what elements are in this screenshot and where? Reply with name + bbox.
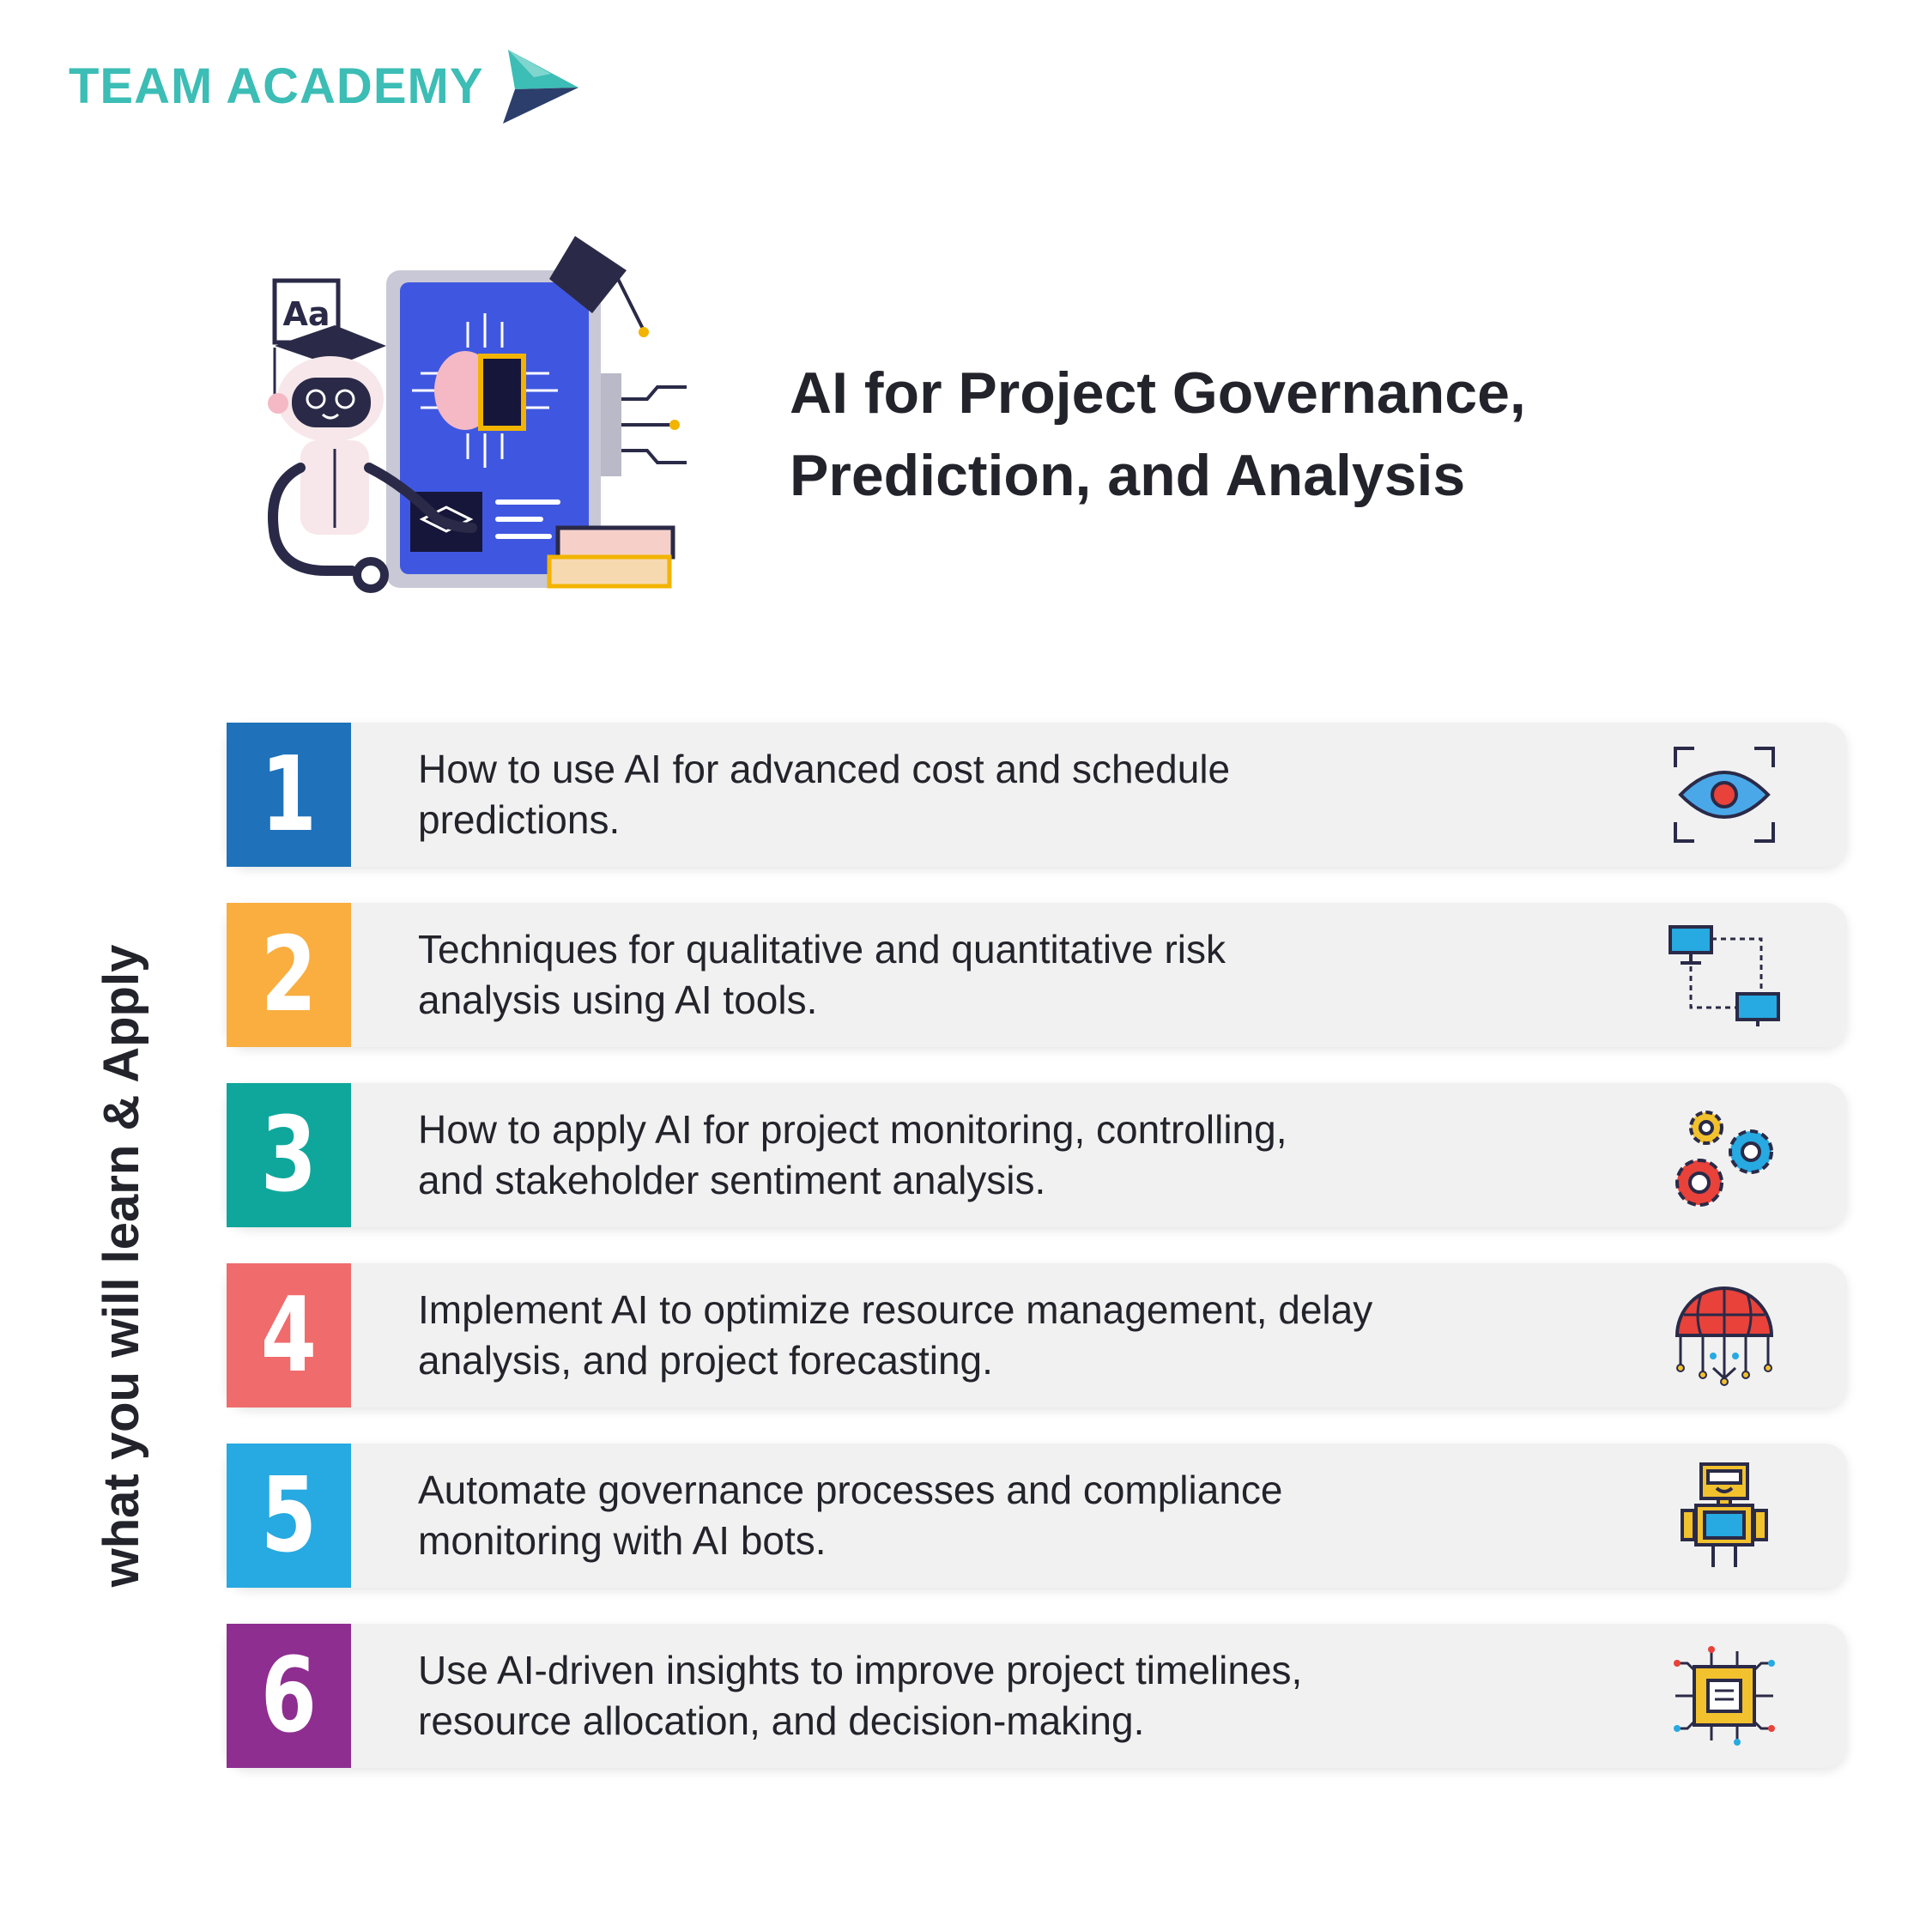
item-text: Automate governance processes and compliance monitoring with AI bots. xyxy=(418,1468,1283,1563)
gears-icon xyxy=(1669,1102,1780,1208)
number-badge xyxy=(227,1444,351,1588)
item-text: How to apply AI for project monitoring, controlling, and stakeholder sentiment analysis. xyxy=(418,1107,1287,1202)
item-text: Implement AI to optimize resource management, delay analysis, and project forecasting. xyxy=(418,1287,1373,1383)
number-badge xyxy=(227,1083,351,1227)
number-badge xyxy=(227,723,351,867)
list-item xyxy=(227,1624,1849,1768)
item-number: 2 xyxy=(260,915,318,1035)
brand-name: TEAM ACADEMY xyxy=(69,58,484,114)
arrow-chevron-icon xyxy=(500,45,585,127)
item-text: How to use AI for advanced cost and schedule predictions. xyxy=(418,747,1231,842)
list-item xyxy=(227,1083,1849,1227)
brand-logo xyxy=(69,45,585,127)
number-badge xyxy=(227,903,351,1047)
title-line1: AI for Project Governance, xyxy=(790,360,1526,426)
item-number: 1 xyxy=(260,735,318,855)
robot-icon xyxy=(1669,1462,1780,1569)
title-line2: Prediction, and Analysis xyxy=(790,443,1466,508)
list-item xyxy=(227,1444,1849,1588)
badge-text: Aa xyxy=(282,295,330,333)
item-text: Use AI-driven insights to improve project timelines, resource allocation, and decision-making. xyxy=(418,1648,1303,1743)
eye-scan-icon xyxy=(1669,742,1780,848)
item-number: 4 xyxy=(260,1275,318,1395)
item-number: 6 xyxy=(260,1636,318,1756)
chip-icon xyxy=(1669,1643,1780,1749)
item-number: 5 xyxy=(260,1456,318,1576)
number-badge xyxy=(227,1263,351,1407)
list-item xyxy=(227,1263,1849,1407)
network-computers-icon xyxy=(1669,922,1780,1028)
side-label: what you will learn & Apply xyxy=(94,944,149,1588)
list-item xyxy=(227,903,1849,1047)
page-title xyxy=(790,352,1526,517)
number-badge xyxy=(227,1624,351,1768)
item-number: 3 xyxy=(260,1095,318,1215)
list-item xyxy=(227,723,1849,867)
robot-graduate-illustration xyxy=(240,219,687,631)
globe-network-icon xyxy=(1669,1282,1780,1389)
learning-list xyxy=(227,723,1849,1804)
item-text: Techniques for qualitative and quantitative risk analysis using AI tools. xyxy=(418,927,1226,1022)
